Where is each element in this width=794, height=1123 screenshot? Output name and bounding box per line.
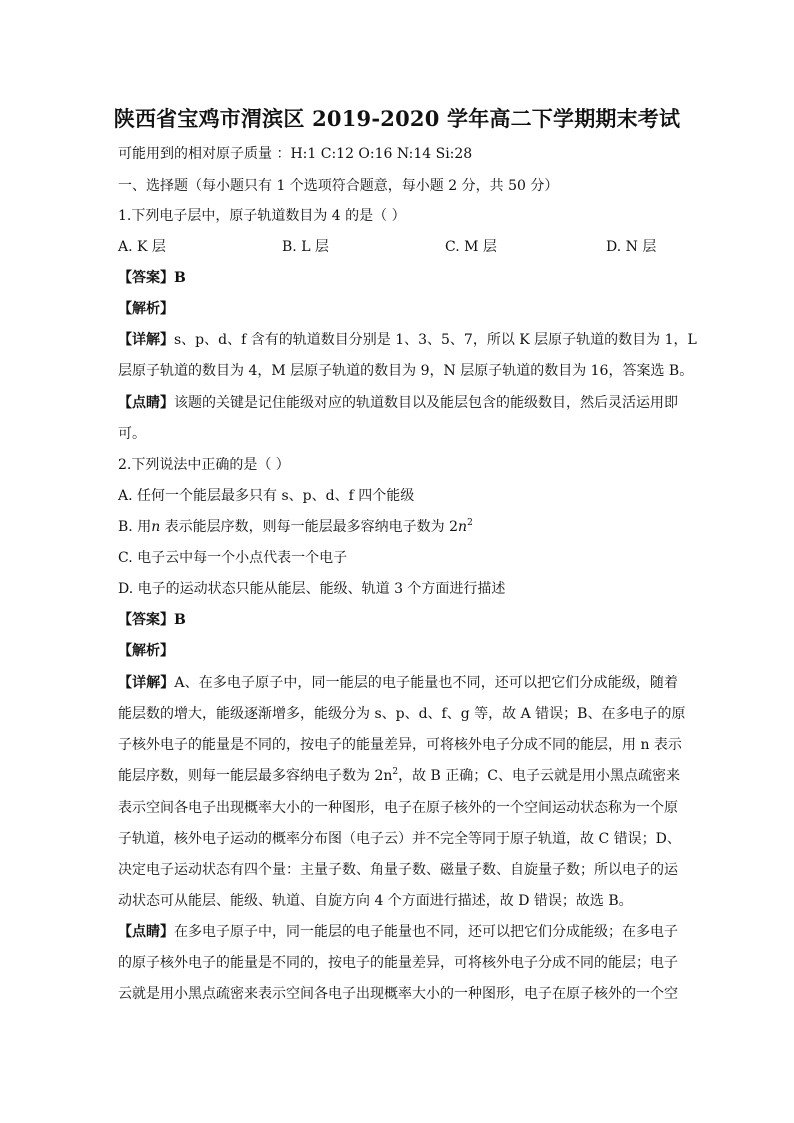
q2-detail-line-7: 决定电子运动状态有四个量：主量子数、角量子数、磁量子数、自旋量子数；所以电子的运 [118,862,678,878]
section-heading: 一、选择题（每小题只有 1 个选项符合题意，每小题 2 分，共 50 分） [118,178,559,194]
q2-option-b: B. 用n 表示能层序数，则每一能层最多容纳电子数为 $2n^2$ [118,518,473,535]
q2-option-d: D. 电子的运动状态只能从能层、能级、轨道 3 个方面进行描述 [118,581,506,597]
question-2-stem: 2.下列说法中正确的是（ ） [118,457,290,473]
q2-answer: 【答案】B [118,612,186,628]
q2-option-c: C. 电子云中每一个小点代表一个电子 [118,550,348,566]
q1-detail-line-2: 层原子轨道的数目为 4，M 层原子轨道的数目为 9，N 层原子轨道的数目为 16，答案选 B。 [118,363,694,379]
q2-detail-line-1: 【详解】A、在多电子原子中，同一能层的电子能量也不同，还可以把它们分成能级，随着 [118,675,679,691]
atomic-masses-line: 可能用到的相对原子质量 ：H:1 C:12 O:16 N:14 Si:28 [118,146,473,162]
q1-detail-label: 【详解】 [118,332,174,348]
q2-analysis-label: 【解析】 [118,643,174,659]
q2-detail-line-2: 能层数的增大，能级逐渐增多，能级分为 s、p、d、f、g 等，故 A 错误；B、在多电子的原 [118,706,686,722]
q1-option-d: D. N 层 [606,239,657,255]
q2-detail-line-6: 子轨道，核外电子运动的概率分布图（电子云）并不完全等同于原子轨道，故 C 错误；D、 [118,831,681,847]
q1-analysis-label: 【解析】 [118,301,174,317]
q2-comment-label: 【点睛】 [118,924,174,940]
question-1-stem: 1.下列电子层中，原子轨道数目为 4 的是（ ） [118,208,406,224]
q2-detail-line-8: 动状态可从能层、能级、轨道、自旋方向 4 个方面进行描述，故 D 错误；故选 B。 [118,893,633,909]
q1-answer: 【答案】B [118,270,186,286]
q1-comment-line-1: 【点睛】该题的关键是记住能级对应的轨道数目以及能层包含的能级数目，然后灵活运用即 [118,395,678,411]
document-title: 陕西省宝鸡市渭滨区 2019-2020 学年高二下学期期末考试 [113,106,681,131]
q2-comment-line-2: 的原子核外电子的能量是不同的，按电子的能量差异，可将核外电子分成不同的能层；电子 [118,955,678,971]
q2-detail-line-5: 表示空间各电子出现概率大小的一种图形，电子在原子核外的一个空间运动状态称为一个原 [118,800,678,816]
q1-comment-line-2: 可。 [118,426,146,442]
q2-option-a: A. 任何一个能层最多只有 s、p、d、f 四个能级 [118,488,415,504]
q2-comment-line-1: 【点睛】在多电子原子中，同一能层的电子能量也不同，还可以把它们分成能级；在多电子 [118,924,678,940]
q2-comment-line-3: 云就是用小黑点疏密来表示空间各电子出现概率大小的一种图形，电子在原子核外的一个空 [118,986,678,1002]
q2-detail-label: 【详解】 [118,675,175,691]
q1-comment-label: 【点睛】 [118,395,174,411]
q1-option-b: B. L 层 [282,239,329,255]
q2-detail-line-4: 能层序数，则每一能层最多容纳电子数为 $2n^2$，故 B 正确；C、电子云就是用小黑点疏密来 [118,767,681,784]
q2-detail-line-3: 子核外电子的能量是不同的，按电子的能量差异，可将核外电子分成不同的能层，用 n 表示 [118,737,682,753]
q1-option-a: A. K 层 [118,239,166,255]
q1-option-c: C. M 层 [445,239,497,255]
q1-detail-line-1: 【详解】s、p、d、f 含有的轨道数目分别是 1、3、5、7，所以 K 层原子轨道的数目为 1，L [118,332,697,348]
